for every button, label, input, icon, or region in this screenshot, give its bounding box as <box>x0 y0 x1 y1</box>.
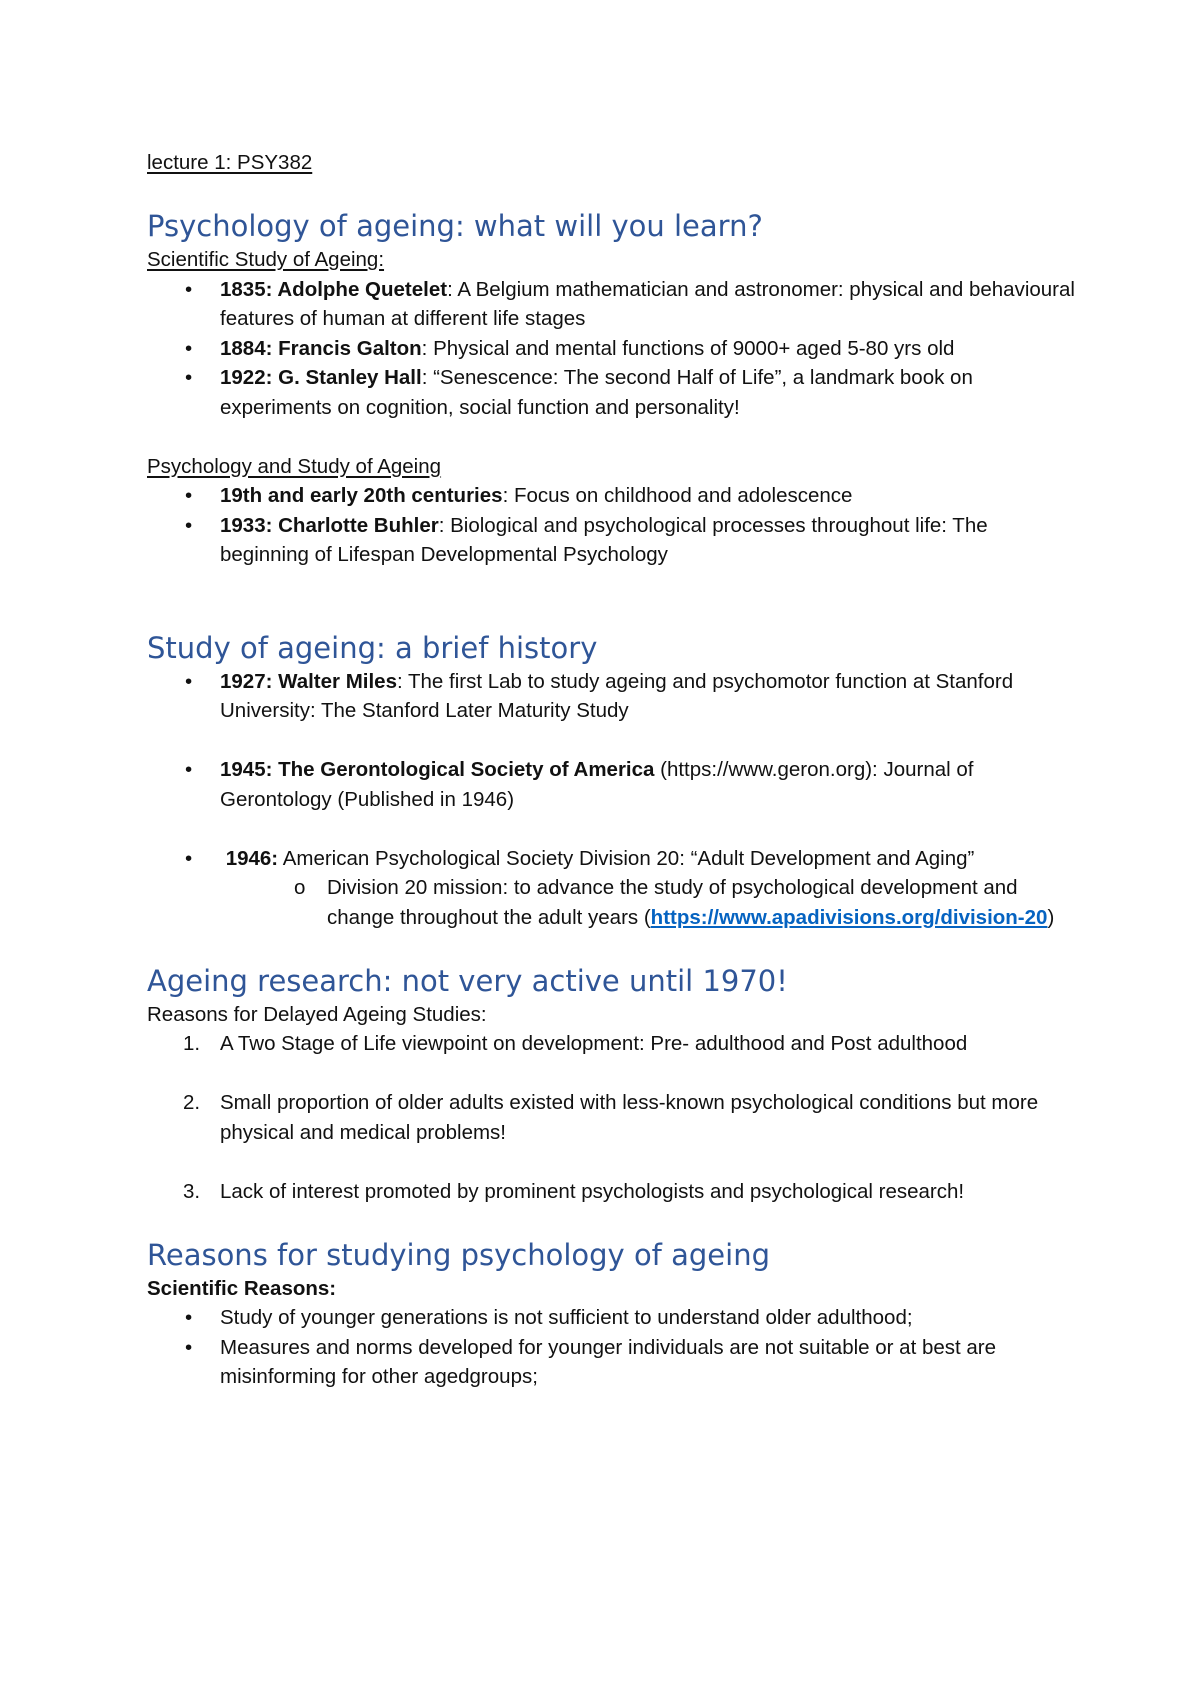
list-item: 3. Lack of interest promoted by prominent psychologists and psychological research! <box>183 1179 965 1203</box>
intro-scientific-reasons: Scientific Reasons: <box>147 1276 337 1300</box>
bullet-icon: • <box>185 1306 193 1329</box>
list-brief-history <box>147 667 1080 933</box>
subheading-scientific-study: Scientific Study of Ageing: <box>147 248 385 271</box>
list-item: • Study of younger generations is not sufficient to understand older adulthood; <box>147 1303 1080 1333</box>
bullet-icon: • <box>185 366 193 389</box>
bullet-icon: • <box>185 336 193 360</box>
list-psychology-study <box>147 481 1080 570</box>
list-item: 1. A Two Stage of Life viewpoint on development: Pre- adulthood and Post adulthood <box>183 1032 968 1055</box>
division-20-link[interactable]: https://www.apadivisions.org/division-20 <box>650 905 1048 929</box>
list-item: • 1927: Walter Miles: The first Lab to study ageing and psychomotor function at Stanford University: The Stanford Later Maturity Study <box>147 667 1080 726</box>
bullet-icon: • <box>185 758 193 781</box>
list-item: • Measures and norms developed for younger individuals are not suitable or at best are misinforming for other agedgroups; <box>147 1333 1080 1392</box>
list-item: • 1933: Charlotte Buhler: Biological and psychological processes throughout life: The beginning of Lifespan Developmental Psychology <box>147 511 1080 570</box>
bullet-icon: • <box>185 669 193 693</box>
doc-title: lecture 1: PSY382 <box>147 151 313 174</box>
sub-list-item: o Division 20 mission: to advance the study of psychological development and change throughout the adult years (https://www.apadivisions.org/division-20) <box>147 873 1080 932</box>
list-item: • 19th and early 20th centuries: Focus on childhood and adolescence <box>147 481 1080 511</box>
heading-what-will-you-learn: Psychology of ageing: what will you learn? <box>147 209 763 243</box>
bullet-icon: • <box>185 277 193 301</box>
heading-brief-history: Study of ageing: a brief history <box>147 630 598 665</box>
bullet-icon: • <box>185 846 193 870</box>
circle-bullet-icon: o <box>294 876 306 899</box>
list-item: 2. Small proportion of older adults existed with less-known psychological conditions but more physical and medical problems! <box>183 1091 1039 1144</box>
list-scientific-reasons <box>147 1303 1080 1392</box>
list-item: • 1884: Francis Galton: Physical and mental functions of 9000+ aged 5-80 yrs old <box>147 334 1080 364</box>
bullet-icon: • <box>185 484 193 507</box>
bullet-icon: • <box>185 1335 193 1359</box>
list-delayed-reasons <box>147 1029 1080 1206</box>
bullet-icon: • <box>185 513 193 537</box>
subheading-psychology-study: Psychology and Study of Ageing <box>147 454 442 478</box>
list-item: • 1945: The Gerontological Society of America (https://www.geron.org): Journal of Gerontology (Published in 1946) <box>147 755 1080 814</box>
heading-not-very-active: Ageing research: not very active until 1970! <box>147 963 788 998</box>
list-item: • 1835: Adolphe Quetelet: A Belgium mathematician and astronomer: physical and behavioural features of human at different life stages <box>147 275 1080 334</box>
heading-reasons-studying: Reasons for studying psychology of ageing <box>147 1237 770 1272</box>
list-scientific-study <box>147 275 1080 423</box>
list-item: • 1946: American Psychological Society Division 20: “Adult Development and Aging” <box>147 844 1080 874</box>
intro-delayed-reasons: Reasons for Delayed Ageing Studies: <box>147 1002 487 1026</box>
list-item: • 1922: G. Stanley Hall: “Senescence: The second Half of Life”, a landmark book on experiments on cognition, social function and personality! <box>147 363 1080 422</box>
